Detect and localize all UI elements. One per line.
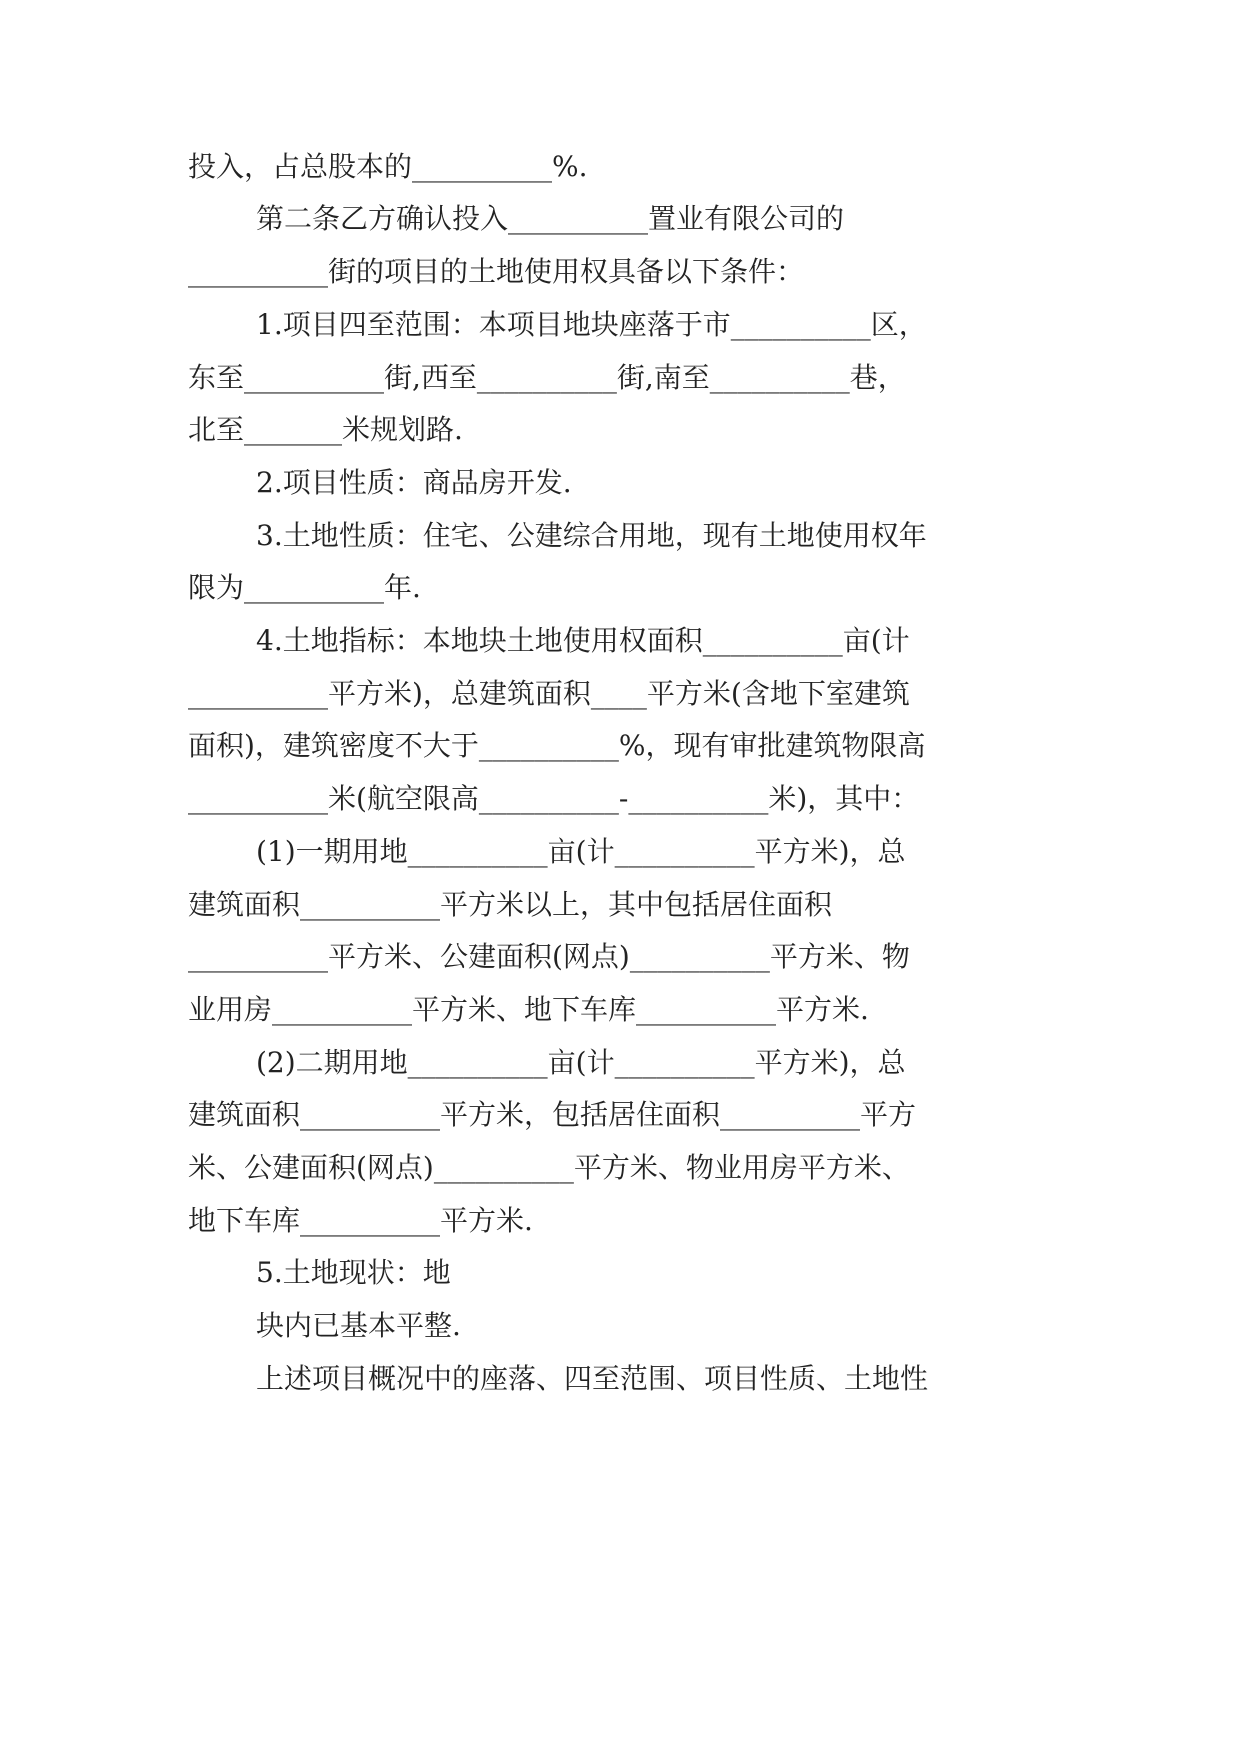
text-line: 上述项目概况中的座落、四至范围、项目性质、土地性 xyxy=(256,1362,929,1395)
text-line: 投入，占总股本的__________%. xyxy=(188,150,588,183)
text-line: 业用房__________平方米、地下车库__________平方米. xyxy=(188,993,869,1026)
text-line: 1.项目四至范围：本项目地块座落于市__________区， xyxy=(256,308,927,341)
text-line: (1)一期用地__________亩(计__________平方米)，总 xyxy=(256,835,906,868)
text-line: 3.土地性质：住宅、公建综合用地，现有土地使用权年 xyxy=(256,519,927,552)
text-line: 第二条乙方确认投入__________置业有限公司的 xyxy=(256,202,845,235)
text-line: 5.土地现状：地 xyxy=(256,1256,451,1289)
text-line: 建筑面积__________平方米以上，其中包括居住面积 xyxy=(188,888,833,921)
text-line: 2.项目性质：商品房开发. xyxy=(256,466,572,499)
text-line: 东至__________街,西至__________街,南至__________巷， xyxy=(188,361,906,394)
text-line: (2)二期用地__________亩(计__________平方米)，总 xyxy=(256,1046,906,1079)
text-line: 限为__________年. xyxy=(188,571,421,604)
text-line: 米、公建面积(网点)__________平方米、物业用房平方米、 xyxy=(188,1151,910,1184)
text-line: 面积)，建筑密度不大于__________%，现有审批建筑物限高 xyxy=(188,729,926,762)
text-line: 地下车库__________平方米. xyxy=(188,1204,533,1237)
text-line: 建筑面积__________平方米，包括居住面积__________平方 xyxy=(188,1098,917,1131)
text-line: __________平方米、公建面积(网点)__________平方米、物 xyxy=(188,940,910,973)
text-line: __________街的项目的土地使用权具备以下条件： xyxy=(188,255,805,288)
text-line: 块内已基本平整. xyxy=(256,1309,461,1342)
text-line: __________平方米)，总建筑面积____平方米(含地下室建筑 xyxy=(188,677,910,710)
text-line: 北至_______米规划路. xyxy=(188,413,463,446)
text-line: 4.土地指标：本地块土地使用权面积__________亩(计 xyxy=(256,624,910,657)
text-line: __________米(航空限高__________-__________米)，其中： xyxy=(188,782,920,815)
